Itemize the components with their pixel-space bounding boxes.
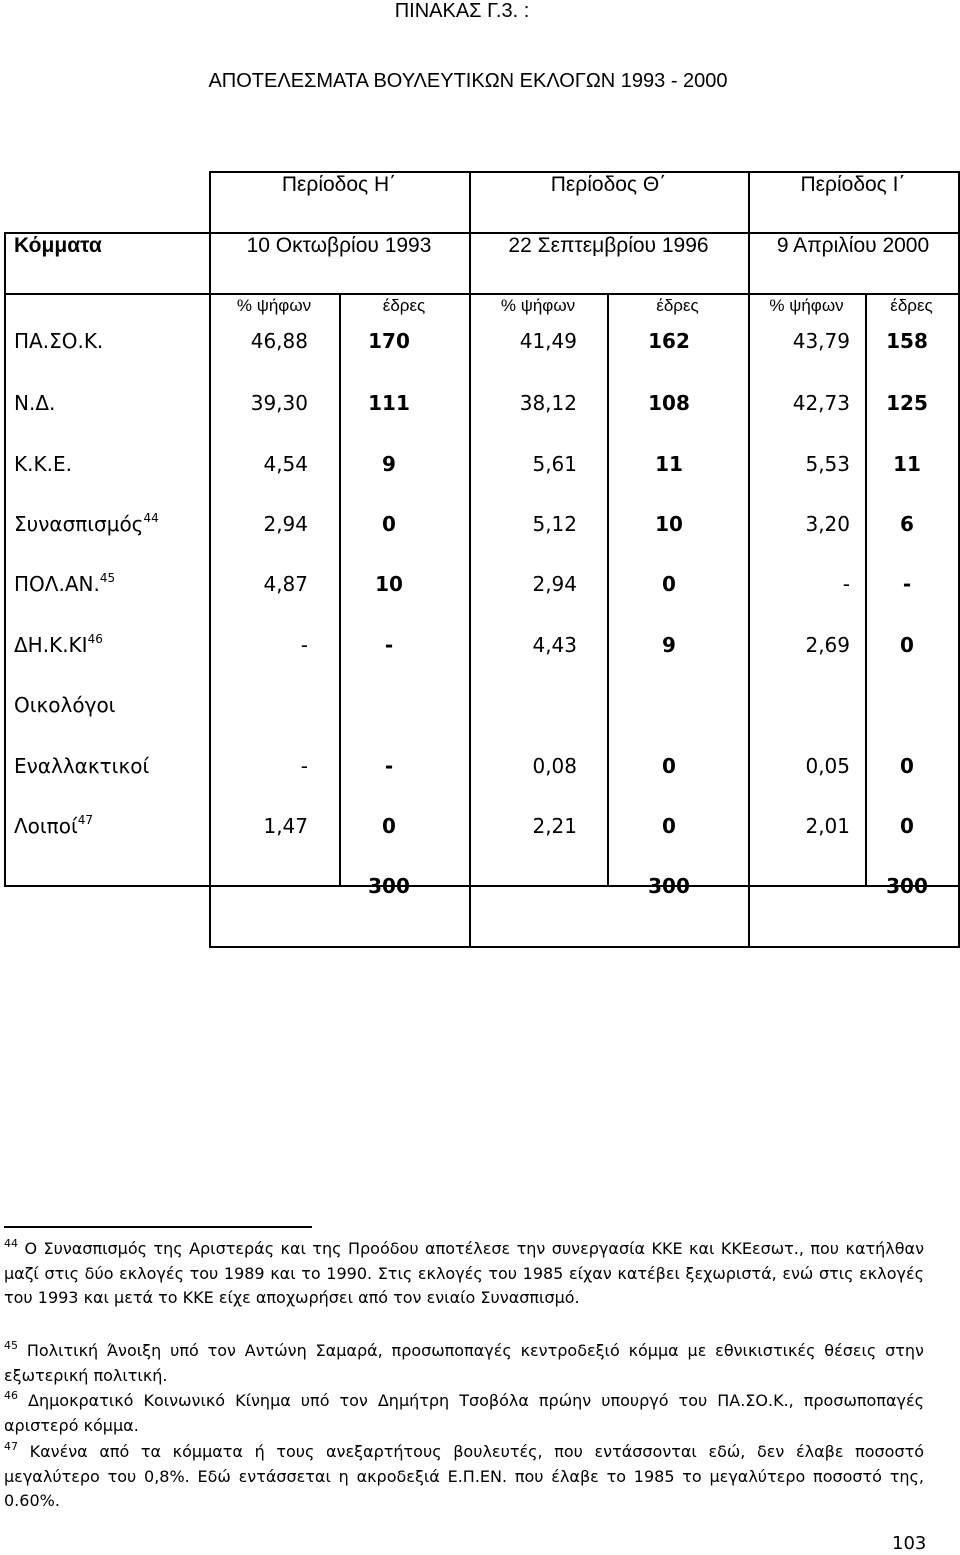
votes-percent-cell: 2,01 xyxy=(805,814,850,838)
votes-percent-cell: 2,21 xyxy=(532,814,577,838)
votes-percent-cell: 0,05 xyxy=(805,754,850,778)
footnote-ref: 46 xyxy=(87,632,103,646)
footnote-text: Δημοκρατικό Κοινωνικό Κίνημα υπό τον Δημήτρη Τσοβόλα πρώην υπουργό του ΠΑ.ΣΟ.Κ., προσωποπαγές αριστερό κόμμα. xyxy=(4,1391,924,1435)
seats-cell: 0 xyxy=(900,814,914,838)
table-caption: ΠΙΝΑΚΑΣ Γ.3. : xyxy=(394,0,530,22)
votes-percent-cell: 4,43 xyxy=(532,633,577,657)
seats-cell: 108 xyxy=(648,391,690,415)
page-number: 103 xyxy=(892,1533,927,1554)
seats-cell: 0 xyxy=(662,572,676,596)
period-header: Περίοδος Η΄ xyxy=(281,173,397,196)
seats-cell: 158 xyxy=(886,329,928,353)
footnote-text: Πολιτική Άνοιξη υπό τον Αντώνη Σαμαρά, προσωποπαγές κεντροδεξιό κόμμα με εθνικιστικές θέσεις στην εξωτερική πολιτική. xyxy=(4,1341,924,1385)
period-date: 22 Σεπτεμβρίου 1996 xyxy=(508,234,709,257)
seats-header: έδρες xyxy=(890,296,933,315)
party-name xyxy=(14,572,115,596)
votes-percent-header: % ψήφων xyxy=(769,296,844,315)
seats-cell: - xyxy=(384,633,394,657)
party-name xyxy=(14,814,93,838)
footnote-number: 46 xyxy=(4,1389,18,1402)
votes-percent-cell: - xyxy=(300,633,308,657)
party-name xyxy=(14,754,149,778)
votes-percent-cell: 38,12 xyxy=(519,391,577,415)
votes-percent-cell: 5,53 xyxy=(805,452,850,476)
seats-cell: 9 xyxy=(662,633,676,657)
party-name xyxy=(14,391,55,415)
seats-cell: 125 xyxy=(886,391,928,415)
votes-percent-cell: 5,61 xyxy=(532,452,577,476)
seats-cell: 10 xyxy=(655,512,683,536)
votes-percent-cell: 43,79 xyxy=(792,329,850,353)
period-date: 9 Απριλίου 2000 xyxy=(776,234,930,257)
votes-percent-cell: 3,20 xyxy=(805,512,850,536)
seats-cell: 0 xyxy=(382,512,396,536)
seats-cell: 0 xyxy=(900,633,914,657)
party-name xyxy=(14,329,103,353)
votes-percent-cell: 5,12 xyxy=(532,512,577,536)
party-label: Οικολόγοι xyxy=(14,693,116,717)
seats-cell: 9 xyxy=(382,452,396,476)
table-rule-h xyxy=(4,885,960,887)
party-name xyxy=(14,693,115,717)
votes-percent-cell: - xyxy=(842,572,850,596)
votes-percent-cell: 1,47 xyxy=(263,814,308,838)
votes-percent-cell: 2,94 xyxy=(532,572,577,596)
table-border-left xyxy=(4,232,6,887)
footnote xyxy=(4,1339,924,1388)
seats-cell: 11 xyxy=(655,452,683,476)
total-seats-cell: 300 xyxy=(886,874,928,898)
table-rule-v-sub xyxy=(607,293,609,887)
seats-cell: 170 xyxy=(368,329,410,353)
votes-percent-cell: 42,73 xyxy=(792,391,850,415)
votes-percent-cell: 41,49 xyxy=(519,329,577,353)
footnote-text: Ο Συνασπισμός της Αριστεράς και της Προόδου αποτέλεσε την συνεργασία ΚΚΕ και ΚΚΕεσωτ., που κατήλθαν μαζί στις δύο εκλογές του 1989 και το 1990. Στις εκλογές του 1985 είχαν κατέβει ξεχωριστά, ενώ στις εκλογές του 1993 και μετά το ΚΚΕ είχε αποχωρήσει από τον ενιαίο Συνασπισμό. xyxy=(4,1239,924,1307)
votes-percent-cell: 46,88 xyxy=(250,329,308,353)
footnote xyxy=(4,1440,924,1514)
votes-percent-header: % ψήφων xyxy=(500,296,576,315)
seats-cell: 111 xyxy=(368,391,410,415)
party-name xyxy=(14,633,103,657)
party-label: Ν.Δ. xyxy=(14,391,56,415)
party-label: Λοιποί xyxy=(14,814,78,838)
votes-percent-cell: 39,30 xyxy=(250,391,308,415)
table-title: ΑΠΟΤΕΛΕΣΜΑΤΑ ΒΟΥΛΕΥΤΙΚΩΝ ΕΚΛΟΓΩΝ 1993 - 2000 xyxy=(208,70,728,92)
period-header: Περίοδος Ι΄ xyxy=(800,173,906,196)
party-label: ΠΑ.ΣΟ.Κ. xyxy=(14,329,104,353)
seats-cell: 6 xyxy=(900,512,914,536)
footnote-ref: 45 xyxy=(99,571,116,585)
party-name xyxy=(14,512,159,536)
votes-percent-cell: - xyxy=(300,754,308,778)
votes-percent-cell: 2,94 xyxy=(263,512,308,536)
seats-cell: 11 xyxy=(893,452,921,476)
period-header: Περίοδος Θ΄ xyxy=(550,173,667,196)
seats-cell: 0 xyxy=(382,814,396,838)
footnote xyxy=(4,1237,924,1311)
seats-cell: 10 xyxy=(375,572,403,596)
votes-percent-cell: 2,69 xyxy=(805,633,850,657)
footnote-text: Κανένα από τα κόμματα ή τους ανεξαρτήτους βουλευτές, που εντάσσονται εδώ, δεν έλαβε ποσοστό μεγαλύτερο του 0,8%. Εδώ εντάσσεται η ακροδεξιά Ε.Π.ΕΝ. που έλαβε το 1985 το μεγαλύτερο ποσοστό της, 0.60%. xyxy=(4,1442,924,1510)
footnote-ref: 47 xyxy=(77,813,94,827)
votes-percent-header: % ψήφων xyxy=(236,296,312,315)
footnote-ref: 44 xyxy=(143,511,159,525)
seats-cell: - xyxy=(384,754,394,778)
table-rule-h xyxy=(209,946,960,948)
party-label: ΔΗ.Κ.ΚΙ xyxy=(14,633,88,657)
votes-percent-cell: 0,08 xyxy=(532,754,577,778)
seats-cell: 0 xyxy=(662,754,676,778)
total-seats-cell: 300 xyxy=(368,874,410,898)
seats-cell: 0 xyxy=(662,814,676,838)
party-label: Κ.Κ.Ε. xyxy=(14,452,72,476)
seats-header: έδρες xyxy=(382,296,426,315)
footnote-number: 44 xyxy=(4,1237,18,1250)
total-seats-cell: 300 xyxy=(648,874,690,898)
table-rule-h xyxy=(4,293,960,295)
seats-header: έδρες xyxy=(656,296,699,315)
footnote xyxy=(4,1389,924,1438)
party-label: Εναλλακτικοί xyxy=(14,754,150,778)
footnote-number: 47 xyxy=(4,1440,18,1453)
votes-percent-cell: 4,54 xyxy=(263,452,308,476)
party-label: Συνασπισμός xyxy=(14,512,144,536)
footnote-separator xyxy=(4,1226,312,1228)
seats-cell: 0 xyxy=(900,754,914,778)
votes-percent-cell: 4,87 xyxy=(263,572,308,596)
seats-cell: 162 xyxy=(648,329,690,353)
party-label: ΠΟΛ.ΑΝ. xyxy=(14,572,100,596)
period-date: 10 Οκτωβρίου 1993 xyxy=(246,234,432,257)
party-column-header: Κόμματα xyxy=(14,234,102,257)
footnote-number: 45 xyxy=(4,1339,18,1352)
seats-cell: - xyxy=(902,572,912,596)
party-name xyxy=(14,452,72,476)
